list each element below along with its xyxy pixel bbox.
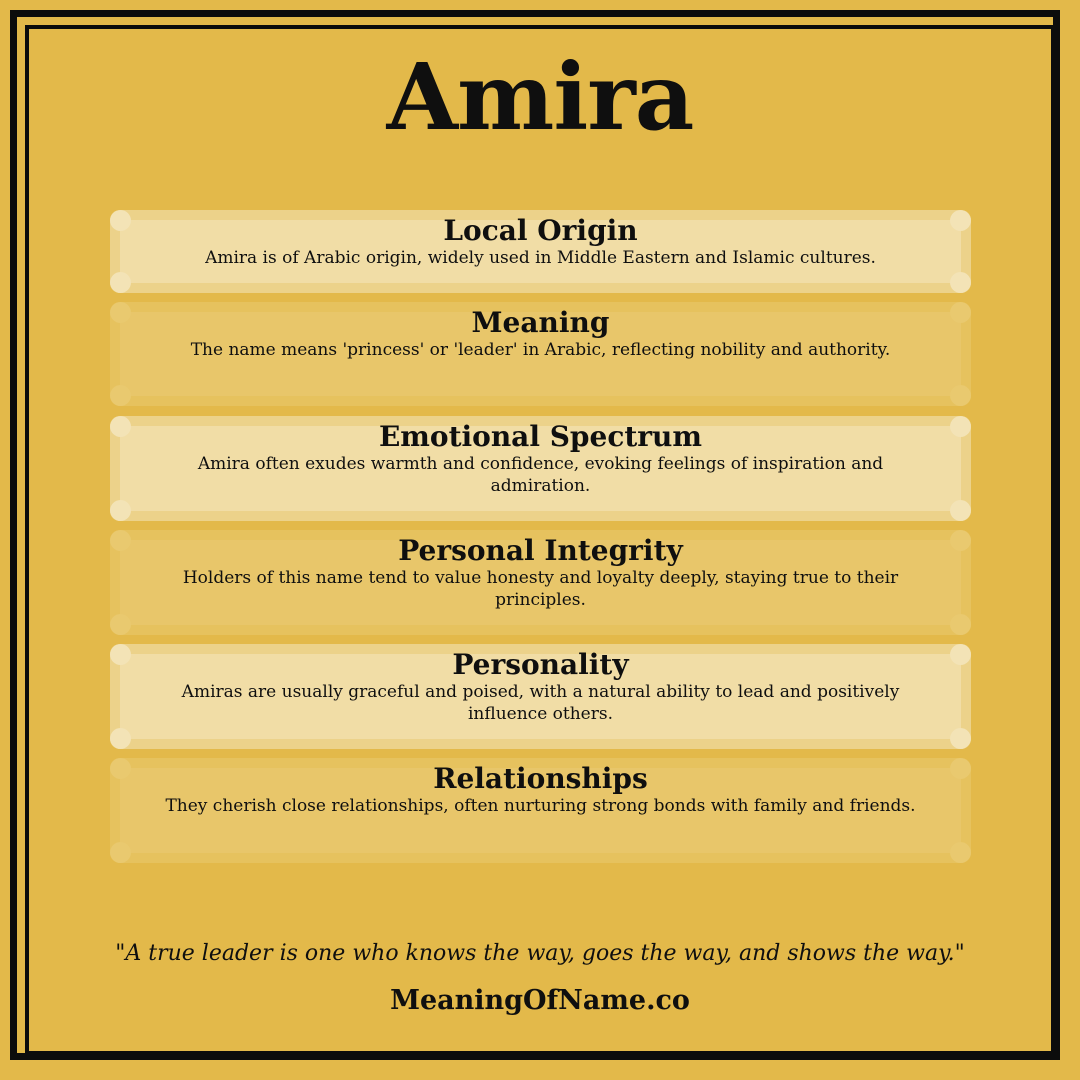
section-heading: Personal Integrity	[398, 534, 683, 567]
name-title: Amira	[386, 43, 694, 151]
section-heading: Local Origin	[443, 214, 638, 247]
section-text: Amiras are usually graceful and poised, with a natural ability to lead and positively influence others.	[181, 682, 900, 724]
section-card-meaning	[110, 302, 971, 406]
leader-quote: "A true leader is one who knows the way, goes the way, and shows the way."	[115, 941, 965, 966]
section-heading: Meaning	[471, 306, 610, 339]
section-text: Amira is of Arabic origin, widely used in Middle Eastern and Islamic cultures.	[205, 248, 876, 268]
section-heading: Emotional Spectrum	[378, 420, 703, 453]
site-brand: MeaningOfName.co	[390, 985, 690, 1016]
section-card-personal-integrity	[110, 530, 971, 635]
section-card-personality	[110, 644, 971, 749]
section-card-local-origin	[110, 210, 971, 293]
section-text: Amira often exudes warmth and confidence, evoking feelings of inspiration and admiration.	[197, 454, 884, 496]
section-card-emotional-spectrum	[110, 416, 971, 521]
section-text: Holders of this name tend to value honesty and loyalty deeply, staying true to their principles.	[182, 568, 899, 610]
section-text: The name means 'princess' or 'leader' in Arabic, reflecting nobility and authority.	[190, 340, 891, 360]
section-heading: Personality	[452, 648, 629, 681]
section-card-relationships	[110, 758, 971, 863]
section-heading: Relationships	[433, 762, 648, 795]
section-text: They cherish close relationships, often nurturing strong bonds with family and friends.	[165, 796, 916, 816]
